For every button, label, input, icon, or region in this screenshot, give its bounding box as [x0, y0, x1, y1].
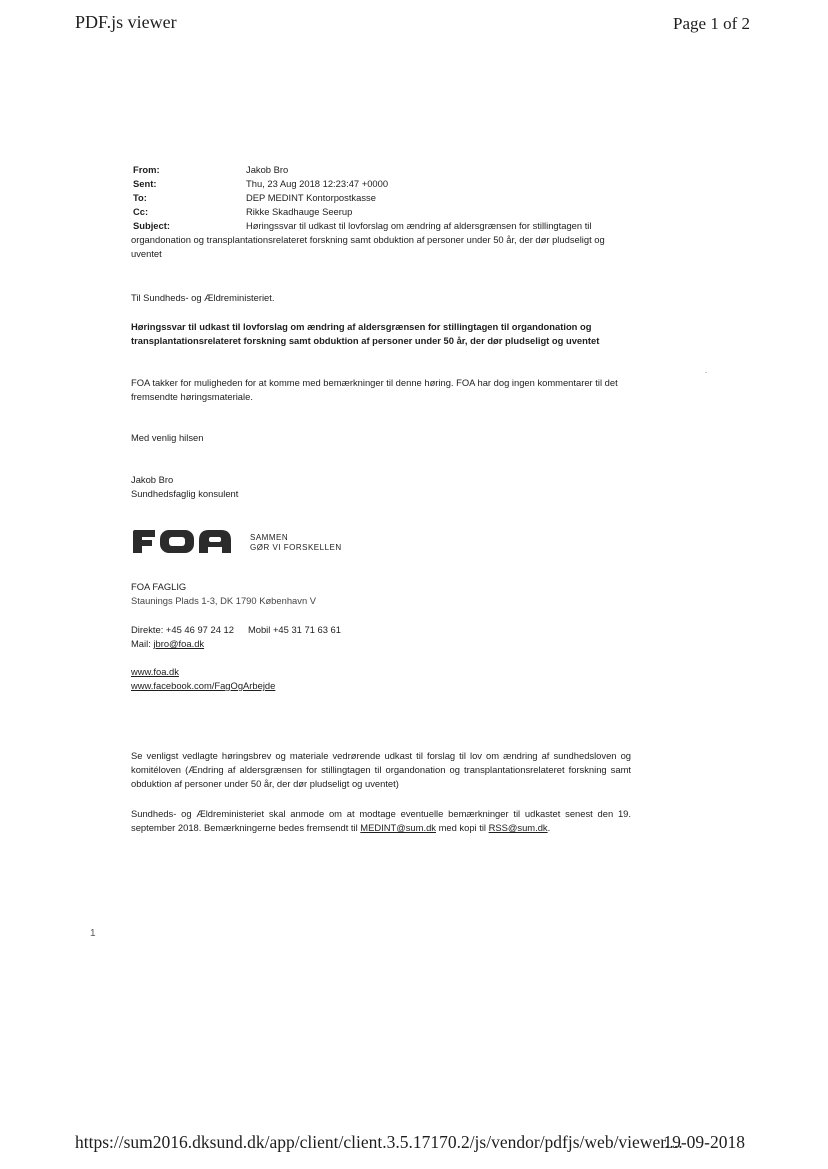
mail-label: Mail: [131, 638, 151, 649]
rss-email-link[interactable]: RSS@sum.dk [488, 822, 548, 833]
body-paragraph: FOA takker for muligheden for at komme med bemærkninger til denne høring. FOA har dog ingen kommentarer til det fremsendte høringsmateriale. [131, 377, 618, 402]
page-number: 1 [90, 928, 96, 939]
to-value: DEP MEDINT Kontorpostkasse [246, 192, 376, 203]
subject-label: Subject: [133, 220, 170, 231]
subject-value [131, 219, 631, 261]
website-link[interactable]: www.foa.dk [131, 666, 179, 677]
foa-tagline-line1: SAMMEN [250, 533, 289, 542]
quoted-paragraph-1: Se venligst vedlagte høringsbrev og materiale vedrørende udkast til forslag til lov om ændring af sundhedsloven og komitéloven (Ændring af aldersgrænsen for stillingtagen til organdonation og transplantationsrelateret forskning samt obduktion af personer under 50 år, der dør pludseligt og uventet) [131, 750, 631, 789]
to-label: To: [133, 192, 147, 203]
scan-speck [705, 372, 707, 373]
cc-value: Rikke Skadhauge Seerup [246, 206, 353, 217]
foa-logo [131, 528, 241, 554]
foa-tagline [250, 533, 342, 553]
quoted-p2-text: Sundheds- og Ældreministeriet skal anmode om at modtage eventuelle bemærkninger til udkastet senest den 19. september 2018. Bemærkningerne bedes fremsendt til [131, 808, 631, 833]
print-header-title: PDF.js viewer [75, 12, 177, 32]
direct-phone: Direkte: +45 46 97 24 12 [131, 624, 234, 635]
medint-email-link[interactable]: MEDINT@sum.dk [360, 822, 436, 833]
sent-label: Sent: [133, 178, 157, 189]
quoted-p2-end: . [547, 822, 551, 833]
mobile-phone: Mobil +45 31 71 63 61 [247, 624, 341, 635]
facebook-link[interactable]: www.facebook.com/FagOgArbejde [131, 680, 276, 691]
signature-address: Staunings Plads 1-3, DK 1790 København V [131, 595, 317, 606]
from-label: From: [133, 164, 160, 175]
sent-value: Thu, 23 Aug 2018 12:23:47 +0000 [246, 178, 389, 189]
cc-label: Cc: [133, 206, 149, 217]
sender-name: Jakob Bro [131, 474, 174, 485]
foa-tagline-line2: GØR VI FORSKELLEN [250, 543, 342, 552]
print-footer-url: https://sum2016.dksund.dk/app/client/client.3.5.17170.2/js/vendor/pdfjs/web/viewer.... [75, 1132, 683, 1152]
sender-title: Sundhedsfaglig konsulent [131, 488, 239, 499]
body-heading: Høringssvar til udkast til lovforslag om ændring af aldersgrænsen for stillingtagen til organdonation og transplantationsrelateret forskning samt obduktion af personer under 50 år, der dør pludseligt og uventet [131, 321, 600, 346]
print-header-page-info: Page 1 of 2 [673, 14, 750, 33]
signature-org: FOA FAGLIG [131, 581, 187, 592]
mail-link[interactable]: jbro@foa.dk [153, 638, 205, 649]
quoted-paragraph-2 [131, 807, 631, 835]
quoted-p2-mid: med kopi til [438, 822, 486, 833]
signature-mail [131, 637, 631, 651]
subject-text: Høringssvar til udkast til lovforslag om ændring af aldersgrænsen for stillingtagen til organdonation og transplantationsrelateret forskning samt obduktion af personer under 50 år, der dør pludseligt og uventet [131, 220, 605, 259]
from-value: Jakob Bro [246, 164, 289, 175]
print-footer-date: 19-09-2018 [663, 1132, 745, 1152]
salutation: Til Sundheds- og Ældreministeriet. [131, 292, 275, 303]
signature-phones [131, 623, 631, 637]
closing: Med venlig hilsen [131, 432, 204, 443]
